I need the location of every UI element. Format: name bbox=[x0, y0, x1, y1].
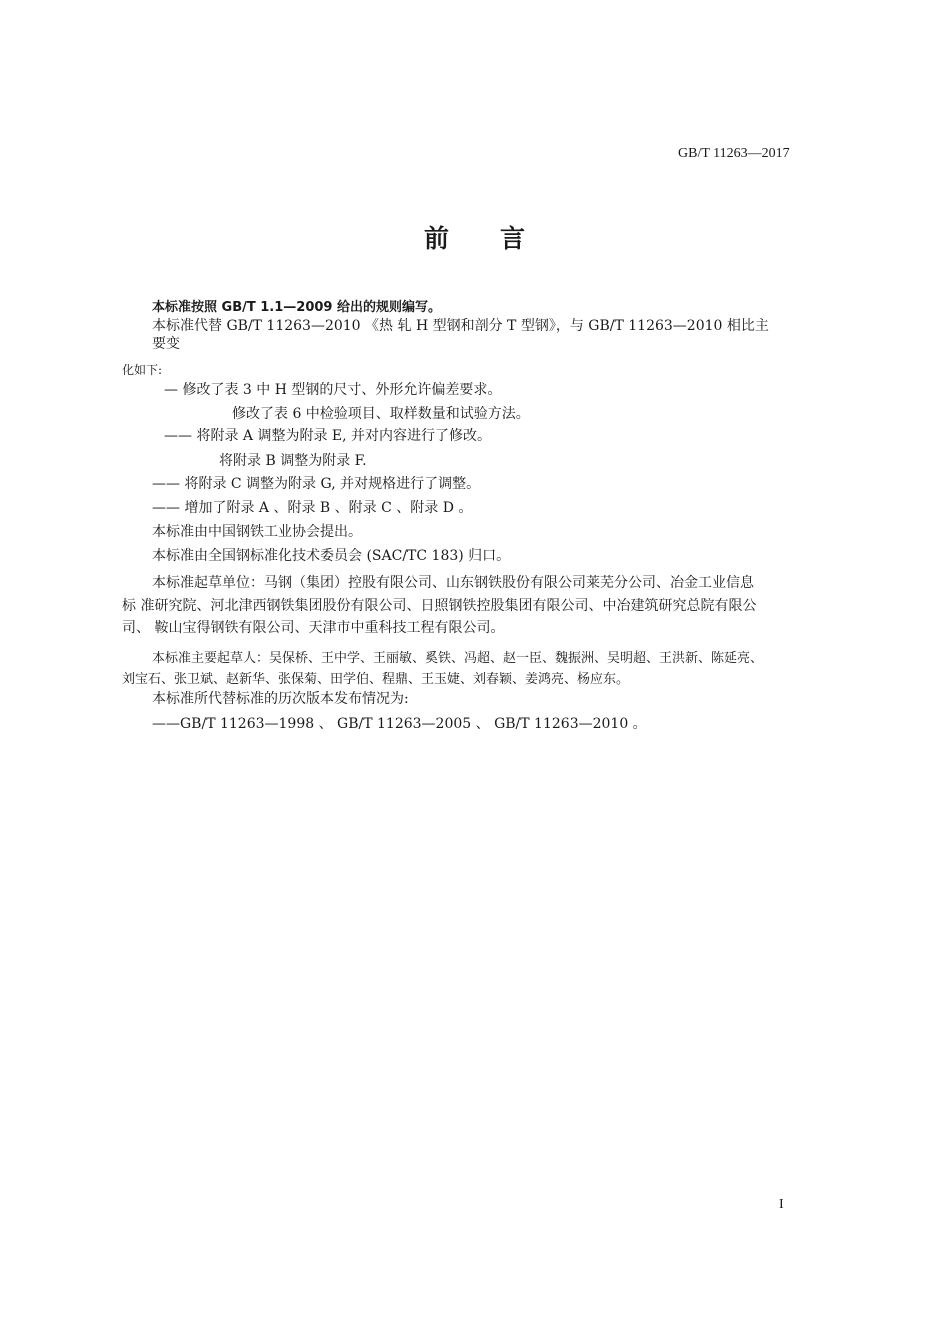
page-title bbox=[0, 219, 950, 255]
standard-code: GB/T 11263—2017 bbox=[678, 146, 790, 161]
title-char-1: 前 bbox=[423, 224, 450, 253]
history-list: ——GB/T 11263—1998 、 GB/T 11263—2005 、 GB/T 11263—2010 。 bbox=[152, 716, 647, 732]
change-item-1: — 修改了表 3 中 H 型钢的尺寸、外形允许偏差要求。 bbox=[164, 382, 502, 398]
drafting-units-line-1: 本标准起草单位：马钢（集团）控股有限公司、山东钢铁股份有限公司莱芜分公司、冶金工业信息 bbox=[152, 575, 754, 591]
page-number: I bbox=[779, 1197, 784, 1212]
changes-intro: 化如下: bbox=[122, 363, 163, 377]
centralized-by: 本标准由全国钢标准化技术委员会 (SAC/TC 183) 归口。 bbox=[152, 548, 511, 564]
change-item-5: —— 将附录 C 调整为附录 G, 并对规格进行了调整。 bbox=[152, 476, 481, 492]
replaces-line: 本标准代替 GB/T 11263—2010 《热 轧 H 型钢和剖分 T 型钢》，与 GB/T 11263—2010 相比主 bbox=[152, 318, 769, 334]
change-item-4: 将附录 B 调整为附录 F. bbox=[219, 453, 367, 469]
drafters-line-2: 刘宝石、张卫斌、赵新华、张保菊、田学伯、程鼎、王玉婕、刘春颖、姜鸿亮、杨应东。 bbox=[122, 672, 630, 687]
change-item-3: —— 将附录 A 调整为附录 E, 并对内容进行了修改。 bbox=[164, 428, 492, 444]
proposed-by: 本标准由中国钢铁工业协会提出。 bbox=[152, 524, 362, 540]
drafting-units-line-2: 标 准研究院、河北津西钢铁集团股份有限公司、日照钢铁控股集团有限公司、中冶建筑研究总院有限公 bbox=[122, 598, 757, 614]
drafting-units-line-3: 司、 鞍山宝得钢铁有限公司、天津市中重科技工程有限公司。 bbox=[122, 620, 505, 636]
change-item-6: —— 增加了附录 A 、附录 B 、附录 C 、附录 D 。 bbox=[152, 500, 473, 516]
replaces-line-cont: 要变 bbox=[152, 336, 180, 352]
history-intro: 本标准所代替标准的历次版本发布情况为: bbox=[152, 691, 409, 707]
change-item-2: 修改了表 6 中检验项目、取样数量和试验方法。 bbox=[232, 406, 530, 422]
title-char-2: 言 bbox=[500, 224, 527, 253]
drafting-rule-line: 本标准按照 GB/T 1.1—2009 给出的规则编写。 bbox=[152, 300, 441, 315]
drafters-line-1: 本标准主要起草人：吴保桥、王中学、王丽敏、奚铁、冯超、赵一臣、魏振洲、吴明超、王洪新、陈延亮、 bbox=[152, 651, 764, 666]
